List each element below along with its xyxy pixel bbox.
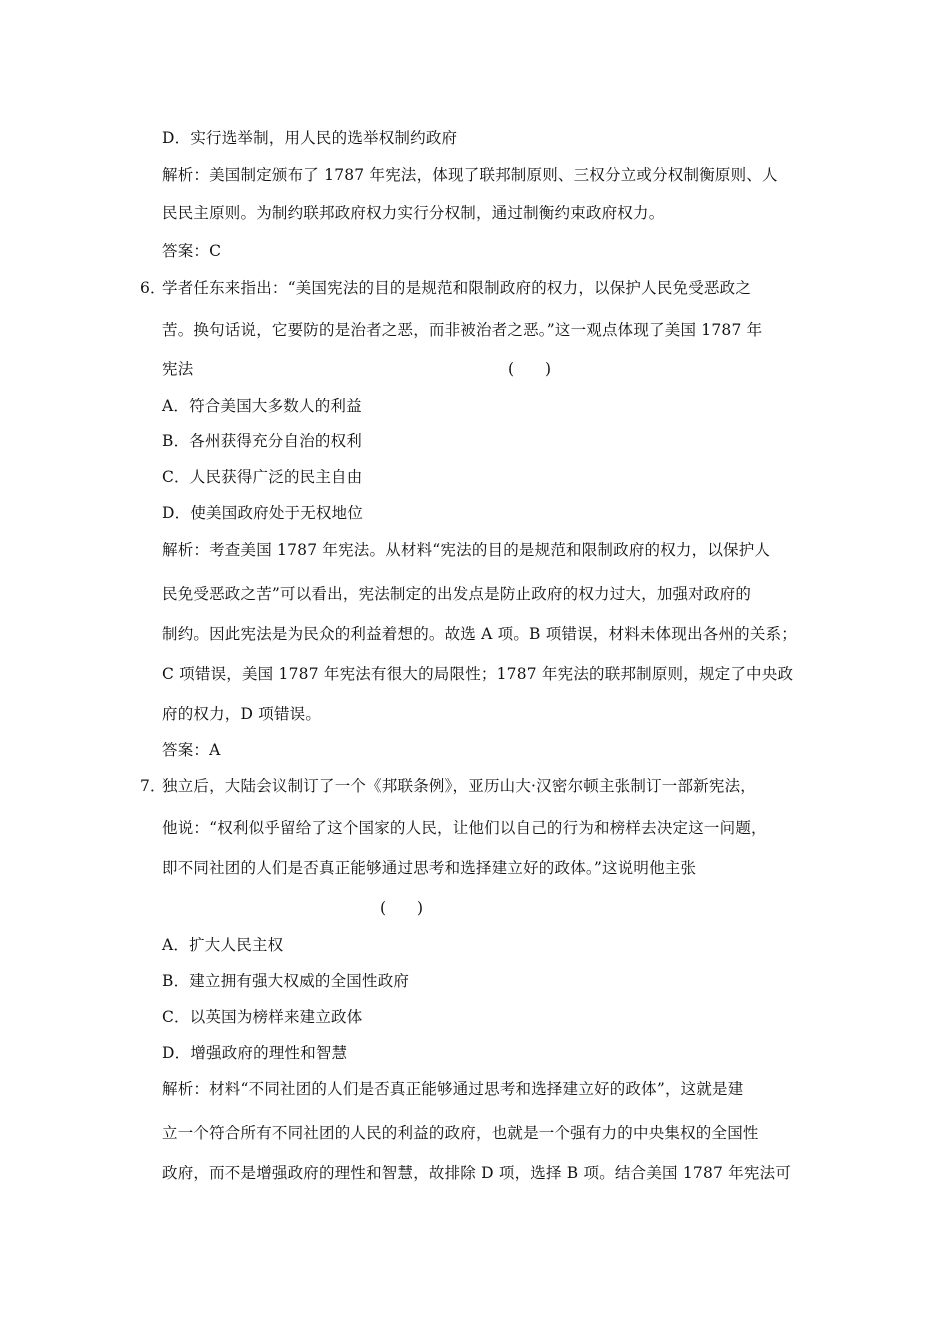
- q5-option-d: D．实行选举制，用人民的选举权制约政府: [162, 129, 458, 147]
- q6-option-d: D．使美国政府处于无权地位: [162, 504, 364, 522]
- q5-answer: 答案：C: [162, 242, 222, 260]
- q7-option-a: A．扩大人民主权: [162, 936, 284, 954]
- q6-analysis-line-3: 制约。因此宪法是为民众的利益着想的。故选 A 项。B 项错误，材料未体现出各州的关系；: [162, 625, 797, 643]
- q6-analysis-line-4: C 项错误，美国 1787 年宪法有很大的局限性；1787 年宪法的联邦制原则，规定了中央政: [162, 665, 794, 683]
- q7-stem-line-2: 他说：“权利似乎留给了这个国家的人民，让他们以自己的行为和榜样去决定这一问题，: [162, 819, 767, 837]
- q7-analysis-line-2: 立一个符合所有不同社团的人民的利益的政府，也就是一个强有力的中央集权的全国性: [162, 1124, 759, 1142]
- q6-number: 6．: [140, 279, 166, 297]
- q5-analysis-line-2: 民民主原则。为制约联邦政府权力实行分权制，通过制衡约束政府权力。: [162, 204, 665, 222]
- q6-analysis-line-1: 解析：考查美国 1787 年宪法。从材料“宪法的目的是规范和限制政府的权力，以保护人: [162, 541, 771, 559]
- q7-option-d: D．增强政府的理性和智慧: [162, 1044, 348, 1062]
- q5-analysis-line-1: 解析：美国制定颁布了 1787 年宪法，体现了联邦制原则、三权分立或分权制衡原则、人: [162, 166, 778, 184]
- q7-option-c: C．以英国为榜样来建立政体: [162, 1008, 363, 1026]
- q7-number: 7．: [140, 777, 166, 795]
- q7-stem-line-1: 独立后，大陆会议制订了一个《邦联条例》，亚历山大·汉密尔顿主张制订一部新宪法，: [162, 777, 756, 795]
- q7-stem-line-3: 即不同社团的人们是否真正能够通过思考和选择建立好的政体。”这说明他主张: [162, 859, 697, 877]
- q6-option-c: C．人民获得广泛的民主自由: [162, 468, 363, 486]
- q6-stem-line-1: 学者任东来指出：“美国宪法的目的是规范和限制政府的权力，以保护人民免受恶政之: [162, 279, 752, 297]
- q6-analysis-line-2: 民免受恶政之苦”可以看出，宪法制定的出发点是防止政府的权力过大，加强对政府的: [162, 585, 752, 603]
- q7-answer-blank: ( ): [380, 899, 424, 917]
- q6-option-a: A．符合美国大多数人的利益: [162, 397, 362, 415]
- q7-option-b: B．建立拥有强大权威的全国性政府: [162, 972, 410, 990]
- q6-stem-line-2: 苦。换句话说，它要防的是治者之恶，而非被治者之恶。”这一观点体现了美国 1787 年: [162, 321, 763, 339]
- q6-answer-blank: ( ): [508, 360, 552, 378]
- q6-answer: 答案：A: [162, 741, 221, 759]
- q6-stem-line-3: 宪法: [162, 360, 194, 378]
- q7-analysis-line-3: 政府，而不是增强政府的理性和智慧，故排除 D 项，选择 B 项。结合美国 1787 年宪法可: [162, 1164, 792, 1182]
- q6-option-b: B．各州获得充分自治的权利: [162, 432, 362, 450]
- q6-analysis-line-5: 府的权力，D 项错误。: [162, 705, 322, 723]
- q7-analysis-line-1: 解析：材料“不同社团的人们是否真正能够通过思考和选择建立好的政体”，这就是建: [162, 1080, 744, 1098]
